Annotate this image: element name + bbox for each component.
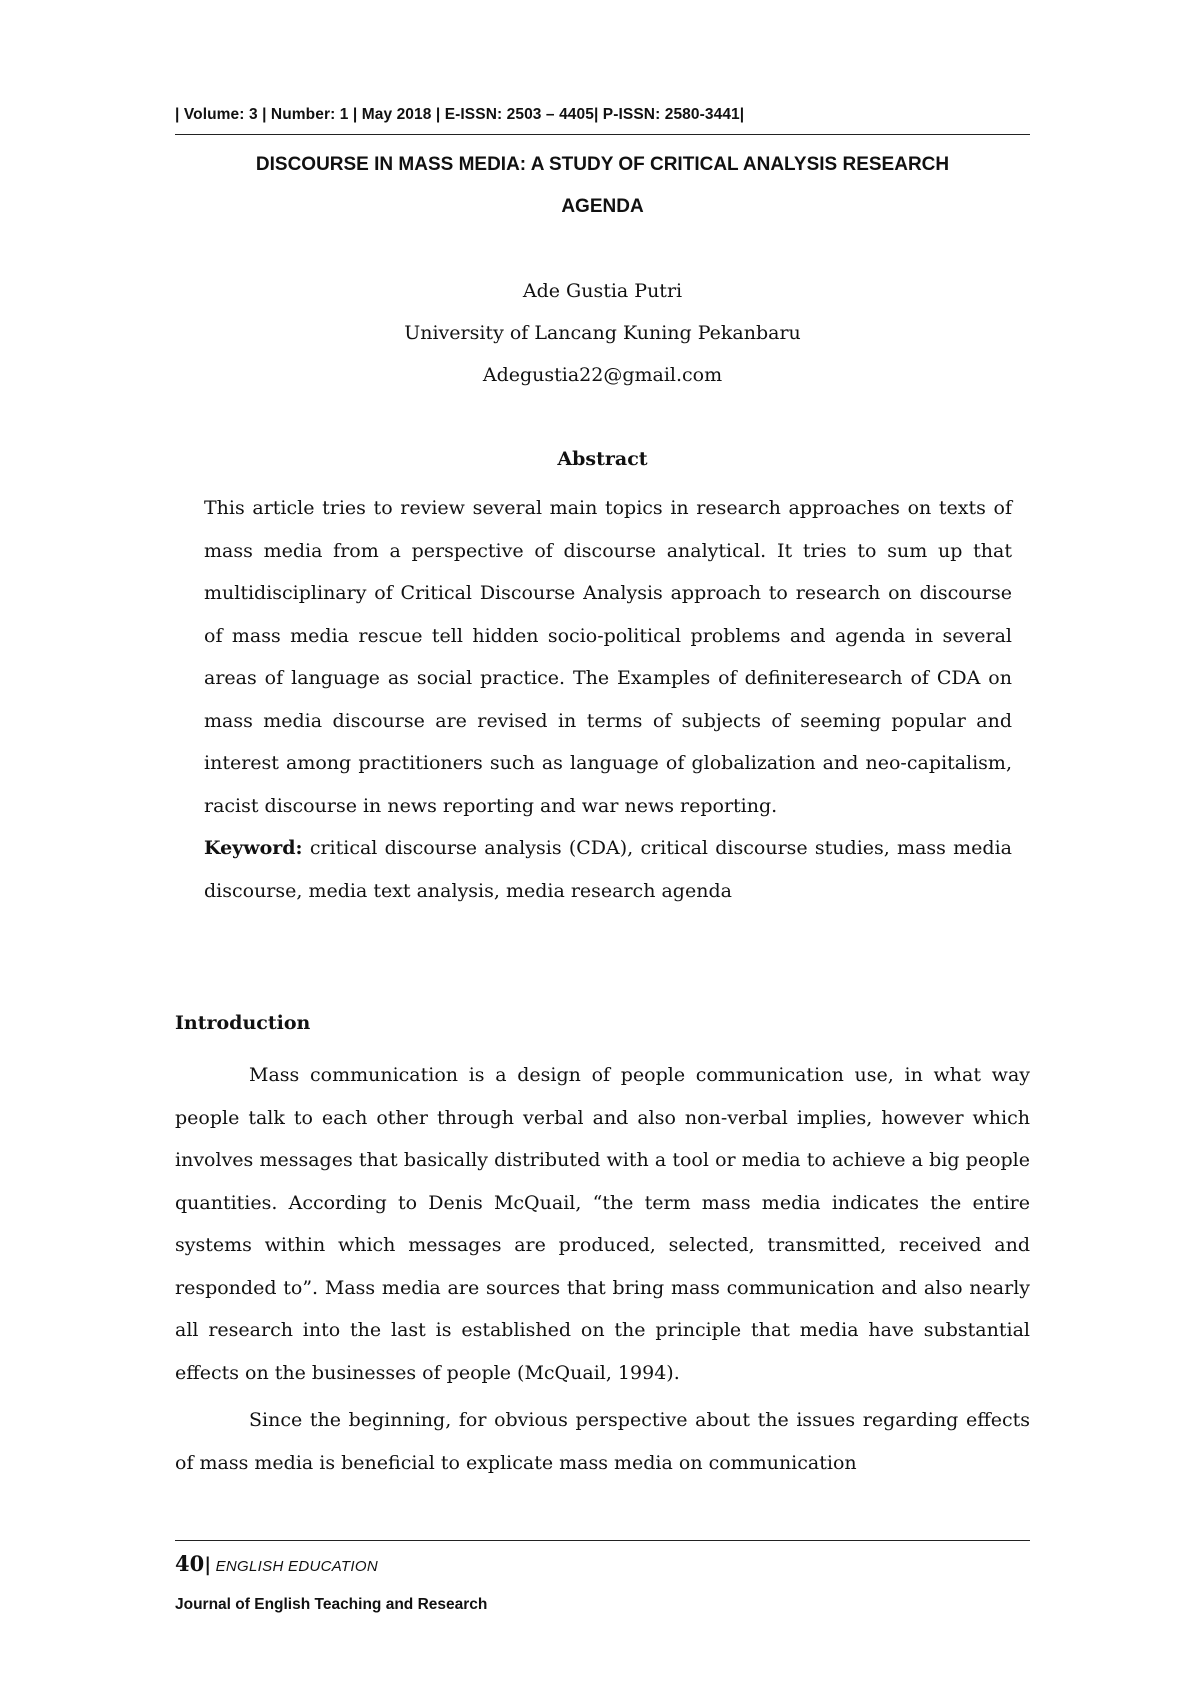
introduction-paragraph-1: Mass communication is a design of people communication use, in what way people talk to each other through verbal and also non-verbal implies, however which involves messages that basically distributed with a tool or media to achieve a big people quantities. According to Denis McQuail, “the term mass media indicates the entire systems within which messages are produced, selected, transmitted, received and responded to”. Mass media are sources that bring mass communication and also nearly all research into the last is established on the principle that media have substantial effects on the businesses of people (McQuail, 1994). [175, 1064, 1030, 1384]
paper-title-line-1: DISCOURSE IN MASS MEDIA: A STUDY OF CRITICAL ANALYSIS RESEARCH [255, 154, 950, 175]
paper-title [175, 144, 1030, 228]
author-name: Ade Gustia Putri [522, 280, 683, 302]
keywords-label: Keyword: [204, 837, 303, 859]
page-number: 40 [175, 1551, 205, 1576]
abstract-text: This article tries to review several main topics in research approaches on texts of mass media from a perspective of discourse analytical. It tries to sum up that multidisciplinary of Critical Discourse Analysis approach to research on discourse of mass media rescue tell hidden socio-political problems and agenda in several areas of language as social practice. The Examples of definiteresearch of CDA on mass media discourse are revised in terms of subjects of seeming popular and interest among practitioners such as language of globalization and neo-capitalism, racist discourse in news reporting and war news reporting. [204, 497, 1012, 817]
footer-rule [175, 1540, 1030, 1541]
introduction-heading: Introduction [175, 1012, 311, 1034]
keywords-text: critical discourse analysis (CDA), critical discourse studies, mass media discourse, media text analysis, media research agenda [204, 837, 1012, 902]
header-rule [175, 134, 1030, 135]
journal-issue-header: | Volume: 3 | Number: 1 | May 2018 | E-ISSN: 2503 – 4405| P-ISSN: 2580-3441| [175, 106, 745, 123]
author-email: Adegustia22@gmail.com [482, 364, 723, 386]
page-footer [175, 1551, 378, 1576]
paper-title-line-2: AGENDA [561, 196, 644, 217]
journal-full-name: Journal of English Teaching and Research [175, 1596, 488, 1613]
journal-short-name: ENGLISH EDUCATION [211, 1558, 378, 1575]
abstract-heading: Abstract [557, 448, 648, 470]
footer-separator: | [204, 1554, 212, 1576]
abstract-section [204, 487, 1012, 912]
author-affiliation: University of Lancang Kuning Pekanbaru [404, 322, 801, 344]
introduction-body [175, 1054, 1030, 1489]
introduction-paragraph-2: Since the beginning, for obvious perspective about the issues regarding effects of mass media is beneficial to explicate mass media on communication [175, 1409, 1030, 1474]
keywords [204, 827, 1012, 912]
